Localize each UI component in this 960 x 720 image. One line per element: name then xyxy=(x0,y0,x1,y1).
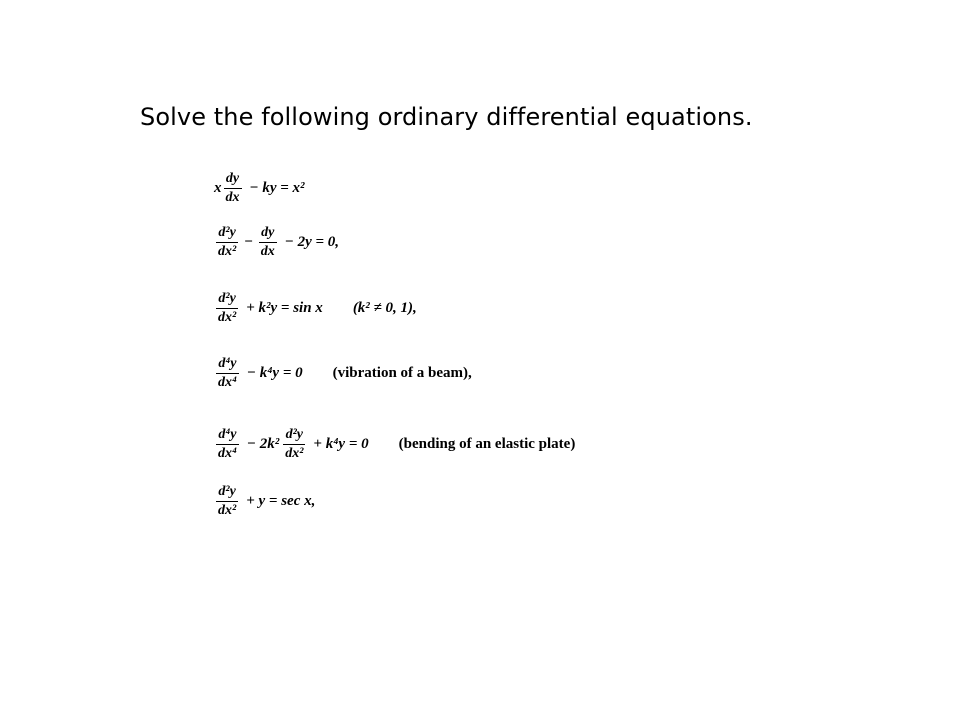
eq3-num: d²y xyxy=(218,291,236,306)
eq2-fraction-1 xyxy=(216,226,238,259)
eq5-fraction-1 xyxy=(216,428,239,461)
eq3-condition: (k² ≠ 0, 1), xyxy=(352,300,417,316)
eq2-den-1: dx² xyxy=(218,244,237,259)
equation-3 xyxy=(214,292,417,325)
eq2-rest: − 2y = 0, xyxy=(284,234,340,250)
eq5-den-1: dx⁴ xyxy=(218,446,237,461)
eq3-den: dx² xyxy=(218,310,237,325)
eq3-fraction xyxy=(216,292,238,325)
equation-5 xyxy=(214,428,575,461)
eq5-middle: − 2k² xyxy=(246,436,280,452)
eq1-rest: − ky = x² xyxy=(249,180,305,196)
eq5-note: (bending of an elastic plate) xyxy=(398,436,576,452)
eq1-fraction xyxy=(224,172,242,205)
equation-6 xyxy=(214,485,315,518)
eq1-den: dx xyxy=(225,190,240,205)
eq5-num-1: d⁴y xyxy=(218,427,237,442)
eq6-num: d²y xyxy=(218,484,236,499)
eq2-minus: − xyxy=(244,234,253,250)
eq2-num-2: dy xyxy=(261,225,275,240)
eq4-fraction xyxy=(216,357,239,390)
eq5-rest: + k⁴y = 0 xyxy=(313,436,369,452)
eq3-rest: + k²y = sin x xyxy=(246,300,323,316)
eq5-num-2: d²y xyxy=(285,427,304,442)
eq6-den: dx² xyxy=(218,503,237,518)
page-title: Solve the following ordinary differential equations. xyxy=(140,103,753,131)
eq4-num: d⁴y xyxy=(218,356,237,371)
eq1-x: x xyxy=(214,180,222,196)
eq4-note: (vibration of a beam), xyxy=(332,365,472,381)
equation-1 xyxy=(214,172,305,205)
eq6-rest: + y = sec x, xyxy=(246,493,316,509)
eq2-fraction-2 xyxy=(259,226,277,259)
equation-2 xyxy=(214,226,339,259)
eq4-den: dx⁴ xyxy=(218,375,237,390)
eq2-den-2: dx xyxy=(260,244,275,259)
eq5-fraction-2 xyxy=(283,428,305,461)
eq5-den-2: dx² xyxy=(285,446,304,461)
equation-4 xyxy=(214,357,472,390)
eq6-fraction xyxy=(216,485,238,518)
eq2-num-1: d²y xyxy=(218,225,236,240)
eq4-rest: − k⁴y = 0 xyxy=(246,365,303,381)
eq1-num: dy xyxy=(225,171,240,186)
